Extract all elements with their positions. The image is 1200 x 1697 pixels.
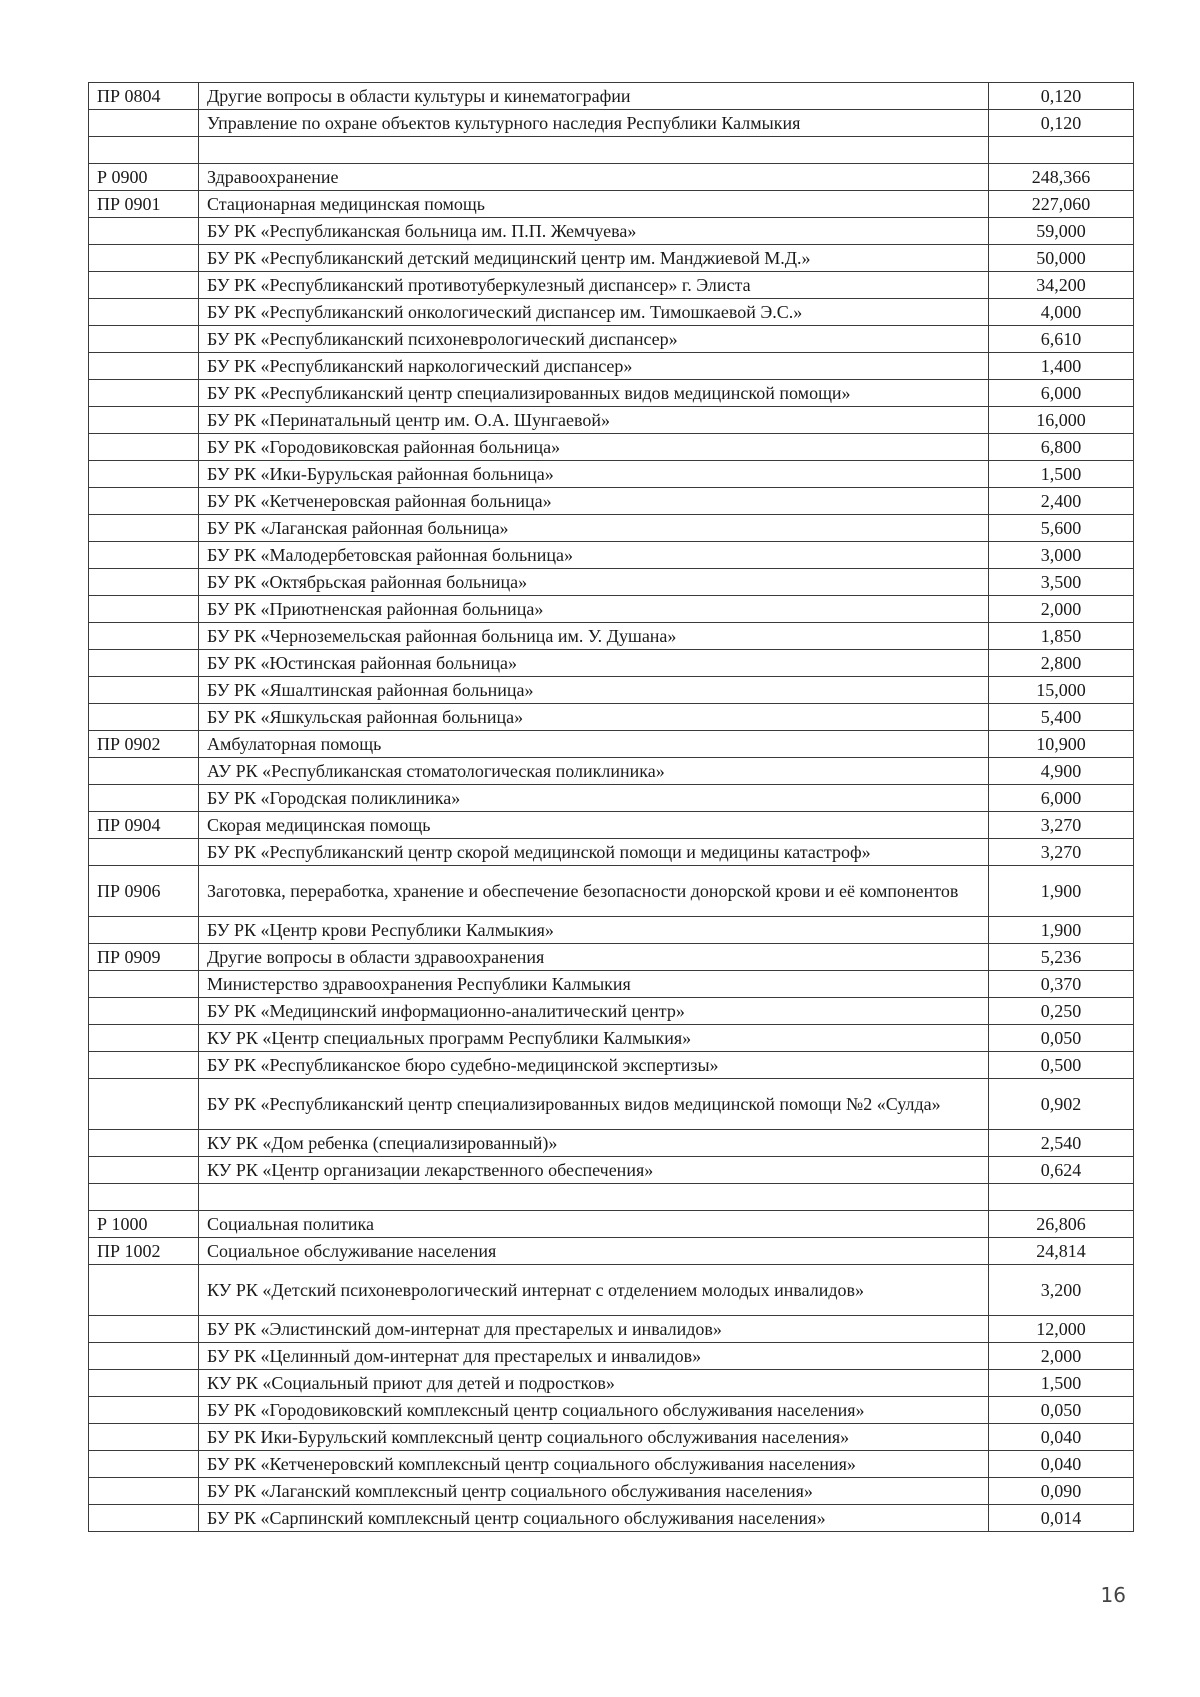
row-name-cell: БУ РК «Кетченеровский комплексный центр социального обслуживания населения» (199, 1451, 989, 1478)
row-code-cell (89, 1265, 199, 1316)
row-name-cell (199, 137, 989, 164)
table-row (89, 83, 1134, 110)
table-row (89, 218, 1134, 245)
row-value-cell: 1,500 (989, 461, 1134, 488)
row-name-cell: БУ РК «Республиканский противотуберкулезный диспансер» г. Элиста (199, 272, 989, 299)
table-row (89, 245, 1134, 272)
row-name-cell: КУ РК «Детский психоневрологический интернат с отделением молодых инвалидов» (199, 1265, 989, 1316)
table-row (89, 515, 1134, 542)
table-row (89, 731, 1134, 758)
row-code-cell: Р 1000 (89, 1211, 199, 1238)
row-name-cell: БУ РК «Республиканская больница им. П.П. Жемчуева» (199, 218, 989, 245)
row-value-cell: 5,236 (989, 944, 1134, 971)
table-row (89, 1343, 1134, 1370)
table-row (89, 272, 1134, 299)
row-name-cell: БУ РК «Яшалтинская районная больница» (199, 677, 989, 704)
row-value-cell: 6,000 (989, 380, 1134, 407)
row-code-cell (89, 998, 199, 1025)
row-code-cell: ПР 0902 (89, 731, 199, 758)
table-row (89, 569, 1134, 596)
row-value-cell: 2,000 (989, 596, 1134, 623)
row-value-cell: 1,400 (989, 353, 1134, 380)
row-name-cell: БУ РК «Республиканский онкологический диспансер им. Тимошкаевой Э.С.» (199, 299, 989, 326)
row-code-cell: ПР 0901 (89, 191, 199, 218)
row-code-cell (89, 1184, 199, 1211)
row-code-cell (89, 758, 199, 785)
row-name-cell: БУ РК «Республиканский детский медицинский центр им. Манджиевой М.Д.» (199, 245, 989, 272)
table-row (89, 137, 1134, 164)
table-row (89, 677, 1134, 704)
row-value-cell: 0,014 (989, 1505, 1134, 1532)
row-value-cell: 2,400 (989, 488, 1134, 515)
table-row (89, 1211, 1134, 1238)
row-name-cell: БУ РК «Республиканский психоневрологический диспансер» (199, 326, 989, 353)
table-row (89, 866, 1134, 917)
table-row (89, 542, 1134, 569)
row-value-cell: 26,806 (989, 1211, 1134, 1238)
table-row (89, 1424, 1134, 1451)
table-row (89, 1130, 1134, 1157)
table-row (89, 1025, 1134, 1052)
table-row (89, 650, 1134, 677)
row-name-cell: Скорая медицинская помощь (199, 812, 989, 839)
row-value-cell: 0,370 (989, 971, 1134, 998)
row-code-cell (89, 971, 199, 998)
row-code-cell (89, 917, 199, 944)
row-code-cell (89, 515, 199, 542)
row-name-cell: БУ РК «Сарпинский комплексный центр социального обслуживания населения» (199, 1505, 989, 1532)
row-name-cell: Другие вопросы в области здравоохранения (199, 944, 989, 971)
row-code-cell (89, 218, 199, 245)
row-value-cell: 1,500 (989, 1370, 1134, 1397)
row-value-cell: 24,814 (989, 1238, 1134, 1265)
row-name-cell: БУ РК «Малодербетовская районная больница» (199, 542, 989, 569)
row-value-cell: 0,250 (989, 998, 1134, 1025)
row-name-cell: БУ РК «Целинный дом-интернат для престарелых и инвалидов» (199, 1343, 989, 1370)
table-row (89, 998, 1134, 1025)
row-name-cell: БУ РК «Яшкульская районная больница» (199, 704, 989, 731)
row-code-cell: ПР 0909 (89, 944, 199, 971)
row-value-cell: 0,040 (989, 1451, 1134, 1478)
row-name-cell (199, 1184, 989, 1211)
row-name-cell: БУ РК «Элистинский дом-интернат для престарелых и инвалидов» (199, 1316, 989, 1343)
row-name-cell: КУ РК «Центр организации лекарственного обеспечения» (199, 1157, 989, 1184)
row-value-cell: 2,000 (989, 1343, 1134, 1370)
row-name-cell: Здравоохранение (199, 164, 989, 191)
row-name-cell: БУ РК «Республиканское бюро судебно-медицинской экспертизы» (199, 1052, 989, 1079)
row-code-cell: Р 0900 (89, 164, 199, 191)
row-value-cell: 0,902 (989, 1079, 1134, 1130)
table-row (89, 596, 1134, 623)
row-code-cell (89, 380, 199, 407)
table-row (89, 1505, 1134, 1532)
budget-table-body (89, 83, 1134, 1532)
row-value-cell: 2,540 (989, 1130, 1134, 1157)
row-value-cell: 59,000 (989, 218, 1134, 245)
table-row (89, 1397, 1134, 1424)
row-code-cell (89, 1397, 199, 1424)
row-value-cell: 1,900 (989, 917, 1134, 944)
row-value-cell: 3,000 (989, 542, 1134, 569)
row-name-cell: Управление по охране объектов культурного наследия Республики Калмыкия (199, 110, 989, 137)
row-name-cell: БУ РК «Республиканский центр специализированных видов медицинской помощи» (199, 380, 989, 407)
row-name-cell: Министерство здравоохранения Республики Калмыкия (199, 971, 989, 998)
row-code-cell (89, 245, 199, 272)
row-name-cell: БУ РК «Черноземельская районная больница им. У. Душана» (199, 623, 989, 650)
table-row (89, 1079, 1134, 1130)
row-code-cell (89, 1025, 199, 1052)
table-row (89, 191, 1134, 218)
row-value-cell: 1,850 (989, 623, 1134, 650)
row-code-cell: ПР 0906 (89, 866, 199, 917)
row-name-cell: БУ РК «Перинатальный центр им. О.А. Шунгаевой» (199, 407, 989, 434)
table-row (89, 110, 1134, 137)
table-row (89, 1316, 1134, 1343)
table-row (89, 326, 1134, 353)
row-code-cell (89, 1370, 199, 1397)
table-row (89, 758, 1134, 785)
table-row (89, 812, 1134, 839)
row-name-cell: КУ РК «Центр специальных программ Республики Калмыкия» (199, 1025, 989, 1052)
row-code-cell (89, 1505, 199, 1532)
row-name-cell: БУ РК «Лаганская районная больница» (199, 515, 989, 542)
row-name-cell: БУ РК «Октябрьская районная больница» (199, 569, 989, 596)
row-name-cell: БУ РК «Городская поликлиника» (199, 785, 989, 812)
row-value-cell: 2,800 (989, 650, 1134, 677)
row-value-cell: 10,900 (989, 731, 1134, 758)
table-row (89, 461, 1134, 488)
row-value-cell: 227,060 (989, 191, 1134, 218)
row-code-cell (89, 1451, 199, 1478)
row-name-cell: БУ РК «Лаганский комплексный центр социального обслуживания населения» (199, 1478, 989, 1505)
row-value-cell: 6,800 (989, 434, 1134, 461)
row-code-cell: ПР 1002 (89, 1238, 199, 1265)
row-value-cell: 4,000 (989, 299, 1134, 326)
row-name-cell: БУ РК «Центр крови Республики Калмыкия» (199, 917, 989, 944)
row-code-cell (89, 461, 199, 488)
row-value-cell: 50,000 (989, 245, 1134, 272)
row-value-cell: 0,090 (989, 1478, 1134, 1505)
page-number: 16 (1100, 1583, 1126, 1607)
row-code-cell (89, 137, 199, 164)
row-code-cell (89, 407, 199, 434)
row-name-cell: Социальная политика (199, 1211, 989, 1238)
row-name-cell: БУ РК Ики-Бурульский комплексный центр социального обслуживания населения» (199, 1424, 989, 1451)
table-row (89, 164, 1134, 191)
row-code-cell (89, 542, 199, 569)
row-name-cell: БУ РК «Республиканский центр скорой медицинской помощи и медицины катастроф» (199, 839, 989, 866)
row-value-cell: 3,500 (989, 569, 1134, 596)
table-row (89, 380, 1134, 407)
row-code-cell (89, 650, 199, 677)
row-name-cell: БУ РК «Городовиковский комплексный центр социального обслуживания населения» (199, 1397, 989, 1424)
row-value-cell: 15,000 (989, 677, 1134, 704)
row-code-cell (89, 299, 199, 326)
row-name-cell: Социальное обслуживание населения (199, 1238, 989, 1265)
row-value-cell: 6,610 (989, 326, 1134, 353)
row-value-cell: 0,050 (989, 1025, 1134, 1052)
table-row (89, 488, 1134, 515)
table-row (89, 1052, 1134, 1079)
row-code-cell (89, 434, 199, 461)
row-name-cell: БУ РК «Приютненская районная больница» (199, 596, 989, 623)
row-code-cell (89, 1157, 199, 1184)
table-row (89, 785, 1134, 812)
table-row (89, 704, 1134, 731)
row-code-cell (89, 1130, 199, 1157)
table-row (89, 623, 1134, 650)
row-code-cell (89, 353, 199, 380)
row-name-cell: БУ РК «Кетченеровская районная больница» (199, 488, 989, 515)
row-code-cell (89, 623, 199, 650)
row-value-cell: 3,270 (989, 812, 1134, 839)
row-name-cell: БУ РК «Республиканский наркологический диспансер» (199, 353, 989, 380)
row-name-cell: КУ РК «Дом ребенка (специализированный)» (199, 1130, 989, 1157)
row-code-cell (89, 596, 199, 623)
table-row (89, 299, 1134, 326)
row-code-cell (89, 1079, 199, 1130)
row-code-cell (89, 488, 199, 515)
row-value-cell: 0,050 (989, 1397, 1134, 1424)
row-name-cell: БУ РК «Медицинский информационно-аналитический центр» (199, 998, 989, 1025)
table-row (89, 1157, 1134, 1184)
row-name-cell: БУ РК «Городовиковская районная больница» (199, 434, 989, 461)
row-name-cell: Стационарная медицинская помощь (199, 191, 989, 218)
row-code-cell (89, 1316, 199, 1343)
row-value-cell: 0,120 (989, 110, 1134, 137)
row-value-cell: 16,000 (989, 407, 1134, 434)
table-row (89, 839, 1134, 866)
table-row (89, 1184, 1134, 1211)
row-code-cell (89, 677, 199, 704)
row-name-cell: Амбулаторная помощь (199, 731, 989, 758)
row-code-cell (89, 1478, 199, 1505)
row-code-cell (89, 569, 199, 596)
row-value-cell: 0,624 (989, 1157, 1134, 1184)
table-row (89, 1451, 1134, 1478)
row-code-cell (89, 704, 199, 731)
row-value-cell: 0,040 (989, 1424, 1134, 1451)
row-name-cell: АУ РК «Республиканская стоматологическая поликлиника» (199, 758, 989, 785)
row-code-cell (89, 1424, 199, 1451)
row-code-cell (89, 272, 199, 299)
row-value-cell: 34,200 (989, 272, 1134, 299)
row-value-cell: 5,400 (989, 704, 1134, 731)
row-value-cell: 248,366 (989, 164, 1134, 191)
table-row (89, 1238, 1134, 1265)
row-value-cell: 3,270 (989, 839, 1134, 866)
row-name-cell: Другие вопросы в области культуры и кинематографии (199, 83, 989, 110)
row-value-cell: 6,000 (989, 785, 1134, 812)
row-value-cell: 1,900 (989, 866, 1134, 917)
row-code-cell (89, 1343, 199, 1370)
table-row (89, 1370, 1134, 1397)
row-value-cell (989, 1184, 1134, 1211)
budget-table (88, 82, 1134, 1532)
row-value-cell: 12,000 (989, 1316, 1134, 1343)
row-name-cell: БУ РК «Юстинская районная больница» (199, 650, 989, 677)
table-row (89, 1265, 1134, 1316)
table-row (89, 944, 1134, 971)
table-row (89, 1478, 1134, 1505)
row-code-cell (89, 110, 199, 137)
table-row (89, 434, 1134, 461)
table-row (89, 917, 1134, 944)
row-value-cell: 3,200 (989, 1265, 1134, 1316)
row-value-cell: 4,900 (989, 758, 1134, 785)
row-code-cell: ПР 0804 (89, 83, 199, 110)
table-row (89, 407, 1134, 434)
row-name-cell: БУ РК «Республиканский центр специализированных видов медицинской помощи №2 «Сулда» (199, 1079, 989, 1130)
row-name-cell: Заготовка, переработка, хранение и обеспечение безопасности донорской крови и её компонентов (199, 866, 989, 917)
row-code-cell (89, 1052, 199, 1079)
row-value-cell: 0,500 (989, 1052, 1134, 1079)
row-name-cell: БУ РК «Ики-Бурульская районная больница» (199, 461, 989, 488)
table-row (89, 971, 1134, 998)
row-name-cell: КУ РК «Социальный приют для детей и подростков» (199, 1370, 989, 1397)
row-value-cell: 5,600 (989, 515, 1134, 542)
row-code-cell: ПР 0904 (89, 812, 199, 839)
row-code-cell (89, 839, 199, 866)
table-row (89, 353, 1134, 380)
row-value-cell: 0,120 (989, 83, 1134, 110)
row-code-cell (89, 785, 199, 812)
row-code-cell (89, 326, 199, 353)
row-value-cell (989, 137, 1134, 164)
